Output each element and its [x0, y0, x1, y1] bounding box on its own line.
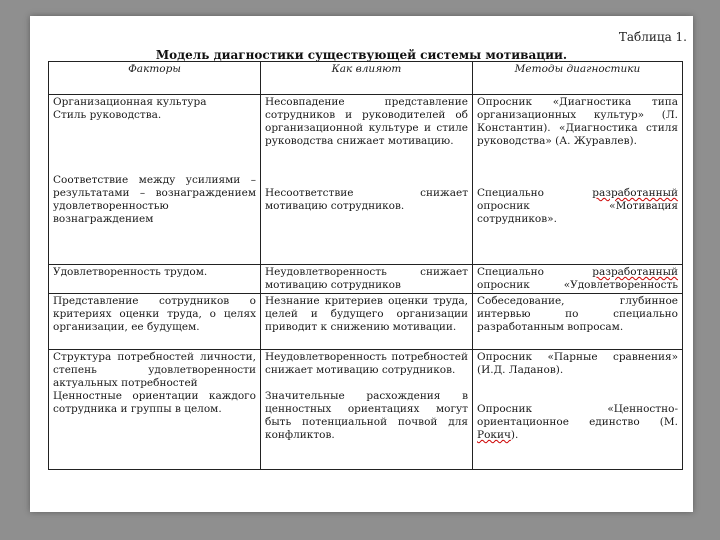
table-cell-methods: [473, 265, 683, 294]
spellcheck-marked-word: разработанный: [592, 266, 678, 278]
table-cell-factors: [49, 350, 261, 470]
table-row: [49, 265, 683, 294]
cell-text: Собеседование, глубинное интервью по специально разработанным вопросам.: [477, 295, 678, 333]
header-factors: Факторы: [49, 62, 261, 95]
table-cell-methods: [473, 294, 683, 350]
table-row: [49, 95, 683, 265]
cell-text: Удовлетворенность трудом.: [53, 266, 208, 278]
cell-text: Представление сотрудников о критериях оценки труда, о целях организации, ее будущем.: [53, 295, 256, 333]
header-methods: Методы диагностики: [473, 62, 683, 95]
table-cell-influence: [261, 265, 473, 294]
table-caption: Таблица 1.: [618, 30, 687, 44]
cell-text: Ценностные ориентации каждого сотрудника и группы в целом.: [53, 390, 256, 415]
cell-text: Незнание критериев оценки труда, целей и будущего организации приводит к снижению мотивации.: [265, 295, 468, 333]
cell-text: Специально разработанный опросник «Удовлетворенность: [477, 266, 678, 291]
cell-text: Специально разработанный опросник «Мотивация сотрудников».: [477, 187, 678, 225]
table-cell-factors: [49, 95, 261, 265]
spellcheck-marked-word: Рокич: [477, 429, 511, 441]
cell-text: Опросник «Диагностика типа организационных культур» (Л. Константин). «Диагностика стиля руководства» (А. Журавлев).: [477, 96, 678, 147]
cell-text: Неудовлетворенность снижает мотивацию сотрудников: [265, 266, 468, 291]
cell-text: Значительные расхождения в ценностных ориентациях могут быть потенциальной почвой для конфликтов.: [265, 390, 468, 441]
document-page: [30, 16, 693, 512]
cell-text: Опросник «Ценностно-ориентационное единство (М. Рокич).: [477, 403, 678, 441]
table-cell-factors: [49, 294, 261, 350]
table-cell-influence: [261, 294, 473, 350]
spellcheck-marked-word: разработанный: [592, 187, 678, 199]
cell-text: Соответствие между усилиями – результатами – вознаграждением удовлетворенностью вознаграждением: [53, 174, 256, 225]
diagnostics-table: [48, 61, 683, 470]
cell-text: Опросник «Парные сравнения» (И.Д. Ладанов).: [477, 351, 678, 376]
table-cell-factors: [49, 265, 261, 294]
header-influence: Как влияют: [261, 62, 473, 95]
table-row: [49, 350, 683, 470]
table-cell-influence: [261, 350, 473, 470]
table-cell-methods: [473, 95, 683, 265]
cell-text: Несовпадение представление сотрудников и руководителей об организационной культуре и стиле руководства снижает мотивацию.: [265, 96, 468, 147]
cell-text: Стиль руководства.: [53, 109, 162, 121]
cell-text: Организационная культура: [53, 96, 207, 108]
cell-text: Структура потребностей личности, степень удовлетворенности актуальных потребностей: [53, 351, 256, 389]
cell-text: Несоответствие снижает мотивацию сотрудников.: [265, 187, 468, 212]
document-title: Модель диагностики существующей системы мотивации.: [155, 48, 568, 62]
table-cell-influence: [261, 95, 473, 265]
table-cell-methods: [473, 350, 683, 470]
cell-text: Неудовлетворенность потребностей снижает мотивацию сотрудников.: [265, 351, 468, 376]
table-row: [49, 294, 683, 350]
table-header-row: [49, 62, 683, 95]
